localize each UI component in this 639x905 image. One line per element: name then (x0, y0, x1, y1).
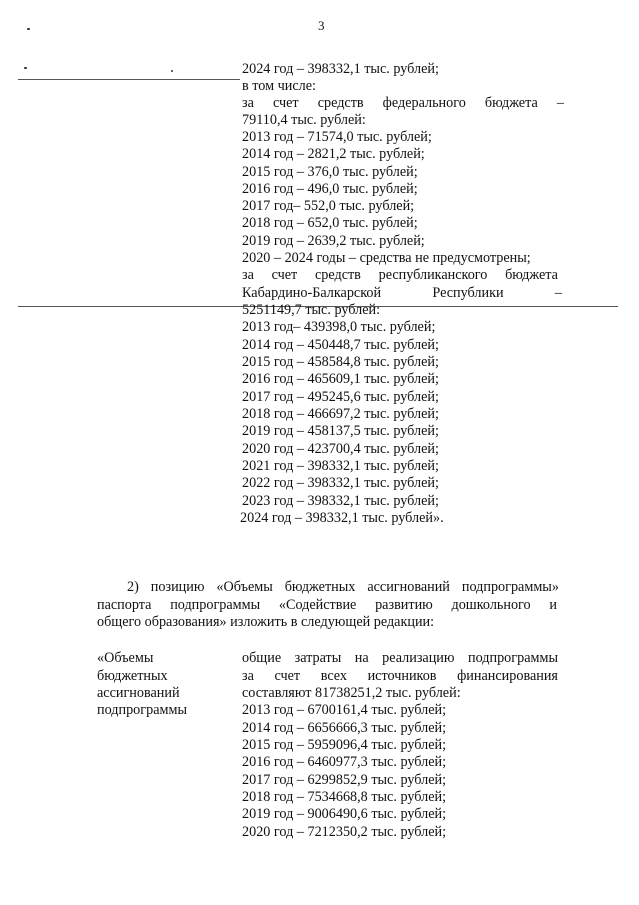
word: 2) (127, 579, 139, 595)
word: развитию (375, 597, 433, 613)
text-line: 2017 год – 6299852,9 тыс. рублей; (242, 772, 447, 788)
text-line: 2017 год – 495245,6 тыс. рублей; (242, 389, 439, 405)
text-line: 2019 год – 9006490,6 тыс. рублей; (242, 806, 447, 822)
republic-line-2 (242, 285, 562, 302)
word: Республики (432, 285, 504, 301)
text-line: 2016 год – 496,0 тыс. рублей; (242, 181, 418, 197)
word: – (556, 95, 564, 111)
text-line: 79110,4 тыс. рублей: (242, 112, 366, 128)
text-line: 2015 год – 5959096,4 тыс. рублей; (242, 737, 447, 753)
word: средств (314, 267, 361, 283)
text-line: 2020 год – 423700,4 тыс. рублей; (242, 441, 439, 457)
text-line: 2018 год – 7534668,8 тыс. рублей; (242, 789, 447, 805)
text-line: 2024 год – 398332,1 тыс. рублей; (242, 61, 439, 77)
text-line: 2014 год – 6656666,3 тыс. рублей; (242, 720, 447, 736)
word: общие (242, 650, 282, 666)
word: республиканского (378, 267, 488, 283)
word: ассигнований (367, 579, 450, 595)
word: «Содействие (278, 597, 357, 613)
text-line: 2014 год – 450448,7 тыс. рублей; (242, 337, 439, 353)
text-line: 2013 год– 439398,0 тыс. рублей; (242, 319, 436, 335)
text-line: 2020 – 2024 годы – средства не предусмотрены; (242, 250, 531, 266)
text-line: 2019 год – 458137,5 тыс. рублей; (242, 423, 439, 439)
text-line: 2022 год – 398332,1 тыс. рублей; (242, 475, 439, 491)
word: – (554, 285, 562, 301)
word: на (354, 650, 369, 666)
word: средств (317, 95, 364, 111)
scan-mark (24, 67, 27, 69)
word: источников (367, 668, 437, 684)
word: подпрограммы» (461, 579, 559, 595)
text-line: 2020 год – 7212350,2 тыс. рублей; (242, 824, 447, 840)
word: «Объемы (216, 579, 273, 595)
word: федерального (382, 95, 466, 111)
item-2-line-3: общего образования» изложить в следующей редакции: (97, 614, 435, 630)
text-line: 2016 год – 6460977,3 тыс. рублей; (242, 754, 447, 770)
page-number: 3 (318, 18, 325, 33)
scan-mark (171, 70, 173, 72)
item-2-line-1 (127, 579, 559, 596)
word: подпрограммы (468, 650, 558, 666)
text-line: составляют 81738251,2 тыс. рублей: (242, 685, 461, 701)
text-line: 2017 год– 552,0 тыс. рублей; (242, 198, 415, 214)
word: всех (320, 668, 348, 684)
word: подпрограммы (170, 597, 261, 613)
text-line: 2013 год – 6700161,4 тыс. рублей; (242, 702, 447, 718)
table-rule-top (18, 79, 240, 80)
item-2-line-2 (97, 597, 557, 614)
text-line: 2014 год – 2821,2 тыс. рублей; (242, 146, 425, 162)
republic-line-1 (242, 267, 558, 284)
word: финансирования (457, 668, 558, 684)
text-line: в том числе: (242, 78, 316, 94)
word: за (242, 95, 254, 111)
text-line: 2015 год – 376,0 тыс. рублей; (242, 164, 418, 180)
word: за (242, 267, 254, 283)
table-left-cell: ассигнований (97, 685, 180, 701)
word: бюджета (505, 267, 558, 283)
text-line: 2021 год – 398332,1 тыс. рублей; (242, 458, 439, 474)
text-line: 2016 год – 465609,1 тыс. рублей; (242, 371, 439, 387)
word: реализацию (382, 650, 455, 666)
text-line: 2018 год – 652,0 тыс. рублей; (242, 215, 418, 231)
table-left-cell: «Объемы (97, 650, 154, 666)
word: бюджета (484, 95, 538, 111)
table-right-line-1 (242, 650, 558, 667)
federal-line-1 (242, 95, 564, 112)
text-line: 2018 год – 466697,2 тыс. рублей; (242, 406, 439, 422)
word: позицию (150, 579, 205, 595)
text-line: 5251149,7 тыс. рублей: (242, 302, 381, 318)
table-right-line-2 (242, 668, 558, 685)
text-line: 2019 год – 2639,2 тыс. рублей; (242, 233, 425, 249)
word: счет (271, 267, 298, 283)
word: дошкольного (451, 597, 531, 613)
text-line: 2023 год – 398332,1 тыс. рублей; (242, 493, 439, 509)
word: затраты (294, 650, 342, 666)
text-line: 2024 год – 398332,1 тыс. рублей». (240, 510, 444, 526)
word: бюджетных (284, 579, 356, 595)
word: за (242, 668, 254, 684)
word: и (549, 597, 557, 613)
word: Кабардино-Балкарской (242, 285, 382, 301)
word: паспорта (97, 597, 152, 613)
scan-mark (27, 28, 30, 30)
table-left-cell: бюджетных (97, 668, 168, 684)
text-line: 2015 год – 458584,8 тыс. рублей; (242, 354, 439, 370)
word: счет (274, 668, 301, 684)
text-line: 2013 год – 71574,0 тыс. рублей; (242, 129, 432, 145)
table-left-cell: подпрограммы (97, 702, 187, 718)
word: счет (272, 95, 299, 111)
